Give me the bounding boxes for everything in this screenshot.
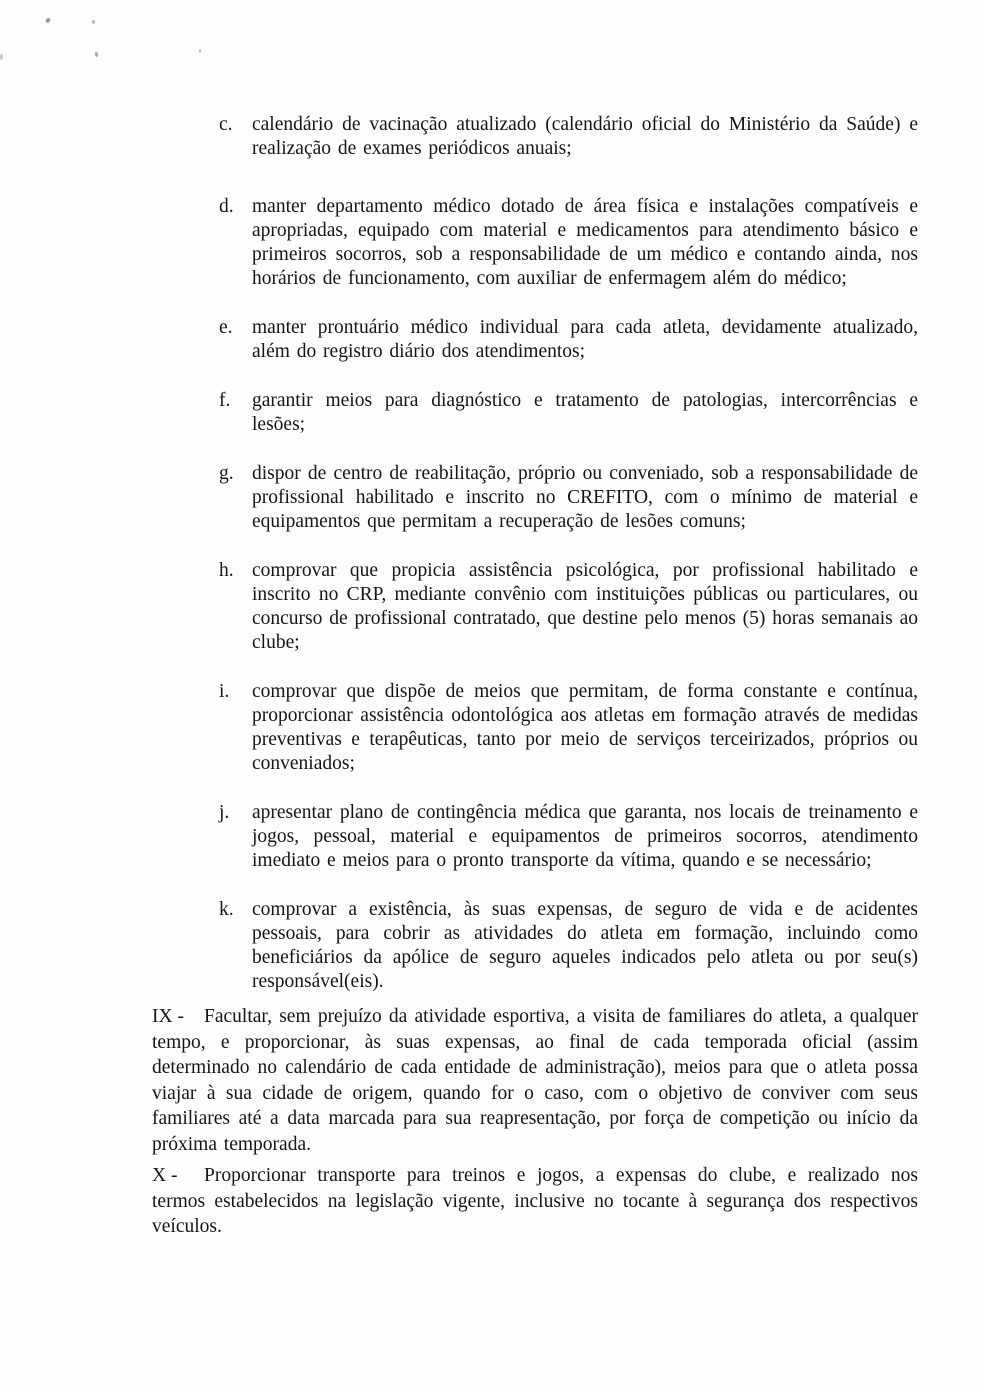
clause-marker: c. — [219, 114, 233, 135]
clause-text: manter departamento médico dotado de área física e instalações compatíveis e apropriadas, equipado com material e medicamentos para atendimento básico e primeiros socorros, sob a responsabilidade de um médico e contando ainda, nos horários de funcionamento, com auxiliar de enfermagem além do médico; — [252, 196, 918, 289]
clause-item-k — [219, 898, 918, 994]
clause-text: comprovar que dispõe de meios que permitam, de forma constante e contínua, proporcionar assistência odontológica aos atletas em formação através de medidas preventivas e terapêuticas, tanto por meio de serviços terceirizados, próprios ou conveniados; — [252, 681, 918, 774]
scan-speck — [92, 20, 95, 24]
document-body — [152, 113, 918, 1246]
clause-text: apresentar plano de contingência médica que garanta, nos locais de treinamento e jogos, pessoal, material e equipamentos de primeiros socorros, atendimento imediato e meios para o pronto transporte da vítima, quando e se necessário; — [252, 802, 918, 871]
clause-marker: g. — [219, 463, 234, 484]
clause-text: dispor de centro de reabilitação, próprio ou conveniado, sob a responsabilidade de profissional habilitado e inscrito no CREFITO, com o mínimo de material e equipamentos que permitam a recuperação de lesões comuns; — [252, 463, 918, 532]
clause-marker: h. — [219, 560, 234, 581]
clause-item-c — [219, 113, 918, 161]
clause-item-j — [219, 801, 918, 873]
section-x — [152, 1163, 918, 1240]
clause-marker: k. — [219, 899, 234, 920]
section-marker: IX - — [152, 1006, 184, 1027]
clause-item-h — [219, 559, 918, 655]
clause-item-f — [219, 389, 918, 437]
scan-speck — [199, 49, 201, 53]
scan-speck — [0, 54, 3, 60]
clause-text: calendário de vacinação atualizado (calendário oficial do Ministério da Saúde) e realização de exames periódicos anuais; — [252, 114, 918, 159]
clause-marker: i. — [219, 681, 230, 702]
clause-text: manter prontuário médico individual para cada atleta, devidamente atualizado, além do registro diário dos atendimentos; — [252, 317, 918, 362]
clause-text: garantir meios para diagnóstico e tratamento de patologias, intercorrências e lesões; — [252, 390, 918, 435]
clause-item-g — [219, 462, 918, 534]
clause-marker: e. — [219, 317, 233, 338]
section-ix — [152, 1004, 918, 1157]
section-marker: X - — [152, 1165, 178, 1186]
section-text: Facultar, sem prejuízo da atividade esportiva, a visita de familiares do atleta, a qualquer tempo, e proporcionar, às suas expensas, ao final de cada temporada oficial (assim determinado no calendário de cada entidade de administração), meios para que o atleta possa viajar à sua cidade de origem, quando for o caso, com o objetivo de conviver com seus familiares até a data marcada para sua reapresentação, por força de competição ou início da próxima temporada. — [152, 1006, 918, 1155]
clause-item-i — [219, 680, 918, 776]
clause-marker: d. — [219, 196, 234, 217]
clause-marker: j. — [219, 802, 230, 823]
clause-item-e — [219, 316, 918, 364]
clause-text: comprovar a existência, às suas expensas, de seguro de vida e de acidentes pessoais, para cobrir as atividades do atleta em formação, incluindo como beneficiários da apólice de seguro aqueles indicados pelo atleta ou por seu(s) responsável(eis). — [252, 899, 918, 992]
scan-speck — [94, 52, 98, 58]
clause-text: comprovar que propicia assistência psicológica, por profissional habilitado e inscrito no CRP, mediante convênio com instituições públicas ou particulares, ou concurso de profissional contratado, que destine pelo menos (5) horas semanais ao clube; — [252, 560, 918, 653]
section-text: Proporcionar transporte para treinos e jogos, a expensas do clube, e realizado nos termos estabelecidos na legislação vigente, inclusive no tocante à segurança dos respectivos veículos. — [152, 1165, 918, 1237]
clause-marker: f. — [219, 390, 231, 411]
clause-item-d — [219, 195, 918, 291]
scan-speck — [45, 17, 51, 23]
